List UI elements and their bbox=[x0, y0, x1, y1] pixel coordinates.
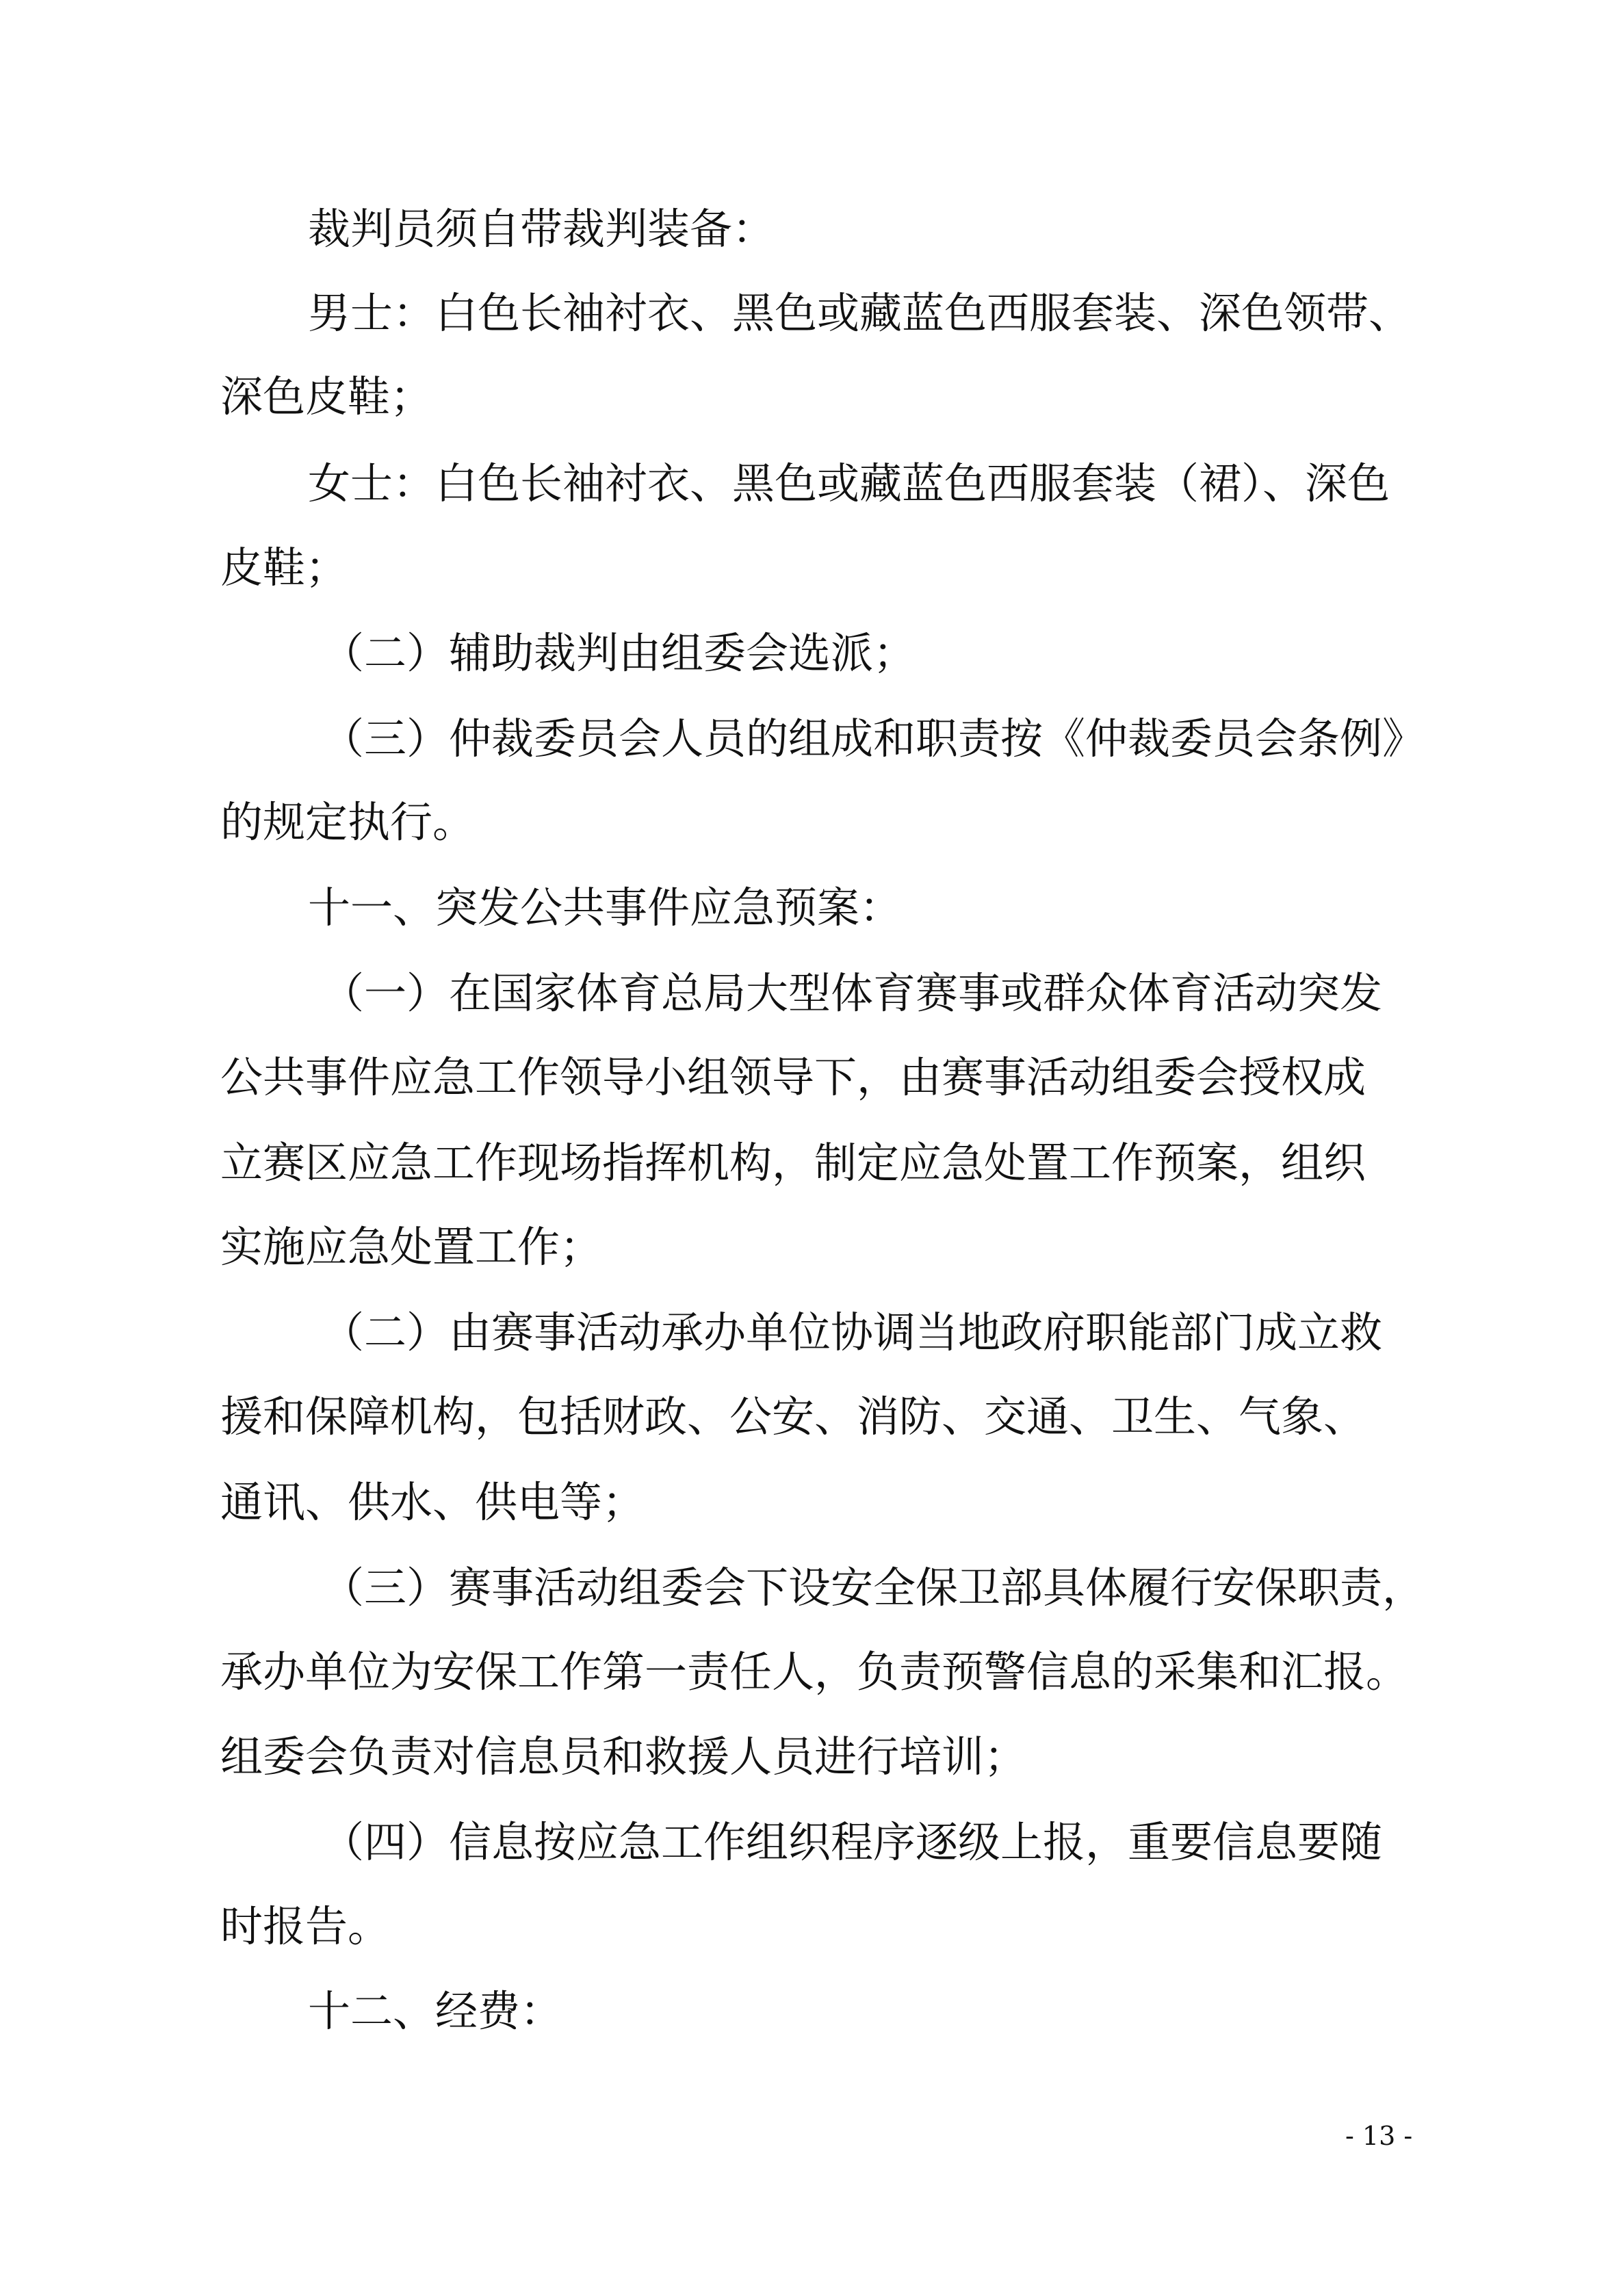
womens-attire-continuation: 皮鞋； bbox=[220, 543, 348, 592]
arbitration-committee-item: （三）仲裁委员会人员的组成和职责按《仲裁委员会条例》 bbox=[322, 714, 1425, 764]
section-twelve-heading: 十二、经费： bbox=[308, 1986, 563, 2036]
mens-attire-text: 男士：白色长袖衬衣、黑色或藏蓝色西服套装、深色领带、 bbox=[308, 288, 1412, 338]
referee-equipment-heading: 裁判员须自带裁判装备： bbox=[308, 204, 775, 254]
emergency-item-four-line-2: 时报告。 bbox=[220, 1901, 391, 1951]
emergency-item-three-line-2: 承办单位为安保工作第一责任人，负责预警信息的采集和汇报。 bbox=[220, 1647, 1409, 1697]
emergency-item-one: （一）在国家体育总局大型体育赛事或群众体育活动突发 bbox=[322, 968, 1383, 1018]
emergency-item-two: （二）由赛事活动承办单位协调当地政府职能部门成立救 bbox=[322, 1307, 1383, 1357]
page-number: - 13 - bbox=[1345, 2121, 1413, 2151]
arbitration-committee-continuation: 的规定执行。 bbox=[220, 797, 476, 847]
emergency-item-two-line-3: 通讯、供水、供电等； bbox=[220, 1477, 645, 1527]
emergency-item-one-line-2: 公共事件应急工作领导小组领导下，由赛事活动组委会授权成 bbox=[220, 1052, 1366, 1102]
emergency-item-three-line-3: 组委会负责对信息员和救援人员进行培训； bbox=[220, 1732, 1027, 1782]
assistant-referee-item: （二）辅助裁判由组委会选派； bbox=[322, 628, 916, 678]
womens-attire-text: 女士：白色长袖衬衣、黑色或藏蓝色西服套装（裙）、深色 bbox=[308, 458, 1390, 508]
emergency-item-two-line-2: 援和保障机构，包括财政、公安、消防、交通、卫生、气象、 bbox=[220, 1392, 1366, 1441]
emergency-item-four: （四）信息按应急工作组织程序逐级上报，重要信息要随 bbox=[322, 1817, 1383, 1867]
emergency-item-one-line-4: 实施应急处置工作； bbox=[220, 1222, 603, 1272]
mens-attire-continuation: 深色皮鞋； bbox=[220, 371, 433, 421]
emergency-item-one-line-3: 立赛区应急工作现场指挥机构，制定应急处置工作预案，组织 bbox=[220, 1138, 1366, 1188]
section-eleven-heading: 十一、突发公共事件应急预案： bbox=[308, 883, 903, 932]
emergency-item-three: （三）赛事活动组委会下设安全保卫部具体履行安保职责， bbox=[322, 1563, 1425, 1613]
